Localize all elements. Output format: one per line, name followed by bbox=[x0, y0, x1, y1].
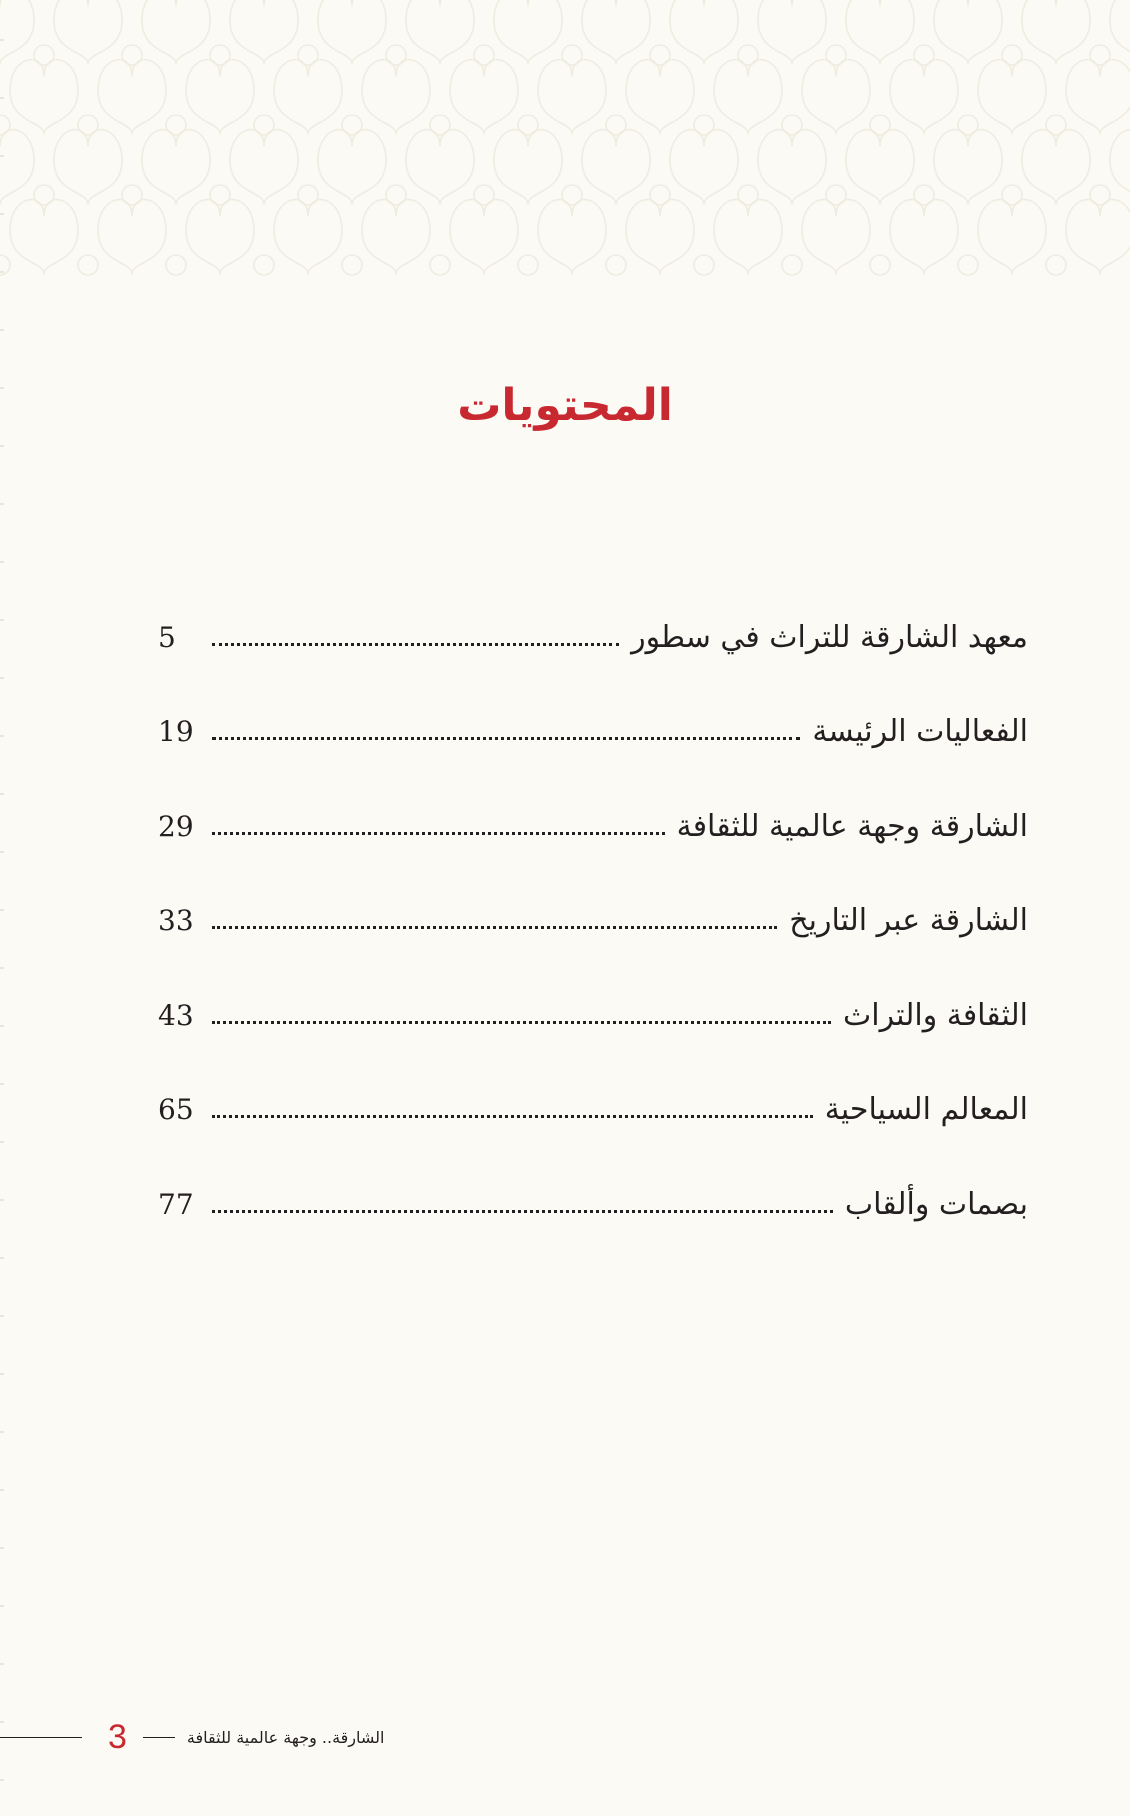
toc-entry-title: الشارقة وجهة عالمية للثقافة bbox=[676, 808, 1028, 844]
dot-leader bbox=[212, 1115, 813, 1118]
toc-entry bbox=[158, 874, 1028, 969]
dot-leader bbox=[212, 926, 777, 929]
toc-entry-title: بصمات وألقاب bbox=[844, 1186, 1028, 1222]
toc-entry-page: 29 bbox=[158, 809, 194, 843]
table-of-contents bbox=[158, 590, 1028, 1252]
toc-entry-title: المعالم السياحية bbox=[824, 1092, 1028, 1128]
footer-book-title: الشارقة.. وجهة عالمية للثقافة bbox=[186, 1727, 385, 1747]
toc-entry bbox=[158, 968, 1028, 1063]
dot-leader bbox=[212, 1021, 831, 1024]
footer-rule bbox=[0, 1737, 82, 1738]
toc-entry-page: 77 bbox=[158, 1187, 194, 1221]
dot-leader bbox=[212, 1210, 833, 1213]
page-title: المحتويات bbox=[457, 380, 673, 431]
footer-rule bbox=[143, 1737, 175, 1738]
toc-entry bbox=[158, 1157, 1028, 1252]
toc-entry-page: 33 bbox=[158, 904, 194, 938]
arabesque-pattern bbox=[0, 0, 1130, 300]
toc-entry-title: معهد الشارقة للتراث في سطور bbox=[631, 619, 1028, 655]
toc-entry-title: الثقافة والتراث bbox=[843, 997, 1028, 1033]
dot-leader bbox=[212, 737, 800, 740]
toc-entry bbox=[158, 685, 1028, 780]
toc-entry bbox=[158, 1063, 1028, 1158]
dot-leader bbox=[212, 643, 619, 646]
toc-entry-page: 65 bbox=[158, 1093, 194, 1127]
toc-entry-page: 19 bbox=[158, 715, 194, 749]
toc-entry bbox=[158, 779, 1028, 874]
toc-entry bbox=[158, 590, 1028, 685]
dot-leader bbox=[212, 832, 665, 835]
page-edge-marks bbox=[0, 0, 6, 1816]
toc-entry-title: الفعاليات الرئيسة bbox=[812, 714, 1028, 750]
footer-page-number: 3 bbox=[108, 1717, 127, 1756]
toc-entry-page: 43 bbox=[158, 998, 194, 1032]
page-footer bbox=[0, 1717, 420, 1757]
toc-entry-page: 5 bbox=[158, 620, 176, 654]
toc-entry-title: الشارقة عبر التاريخ bbox=[789, 903, 1028, 939]
